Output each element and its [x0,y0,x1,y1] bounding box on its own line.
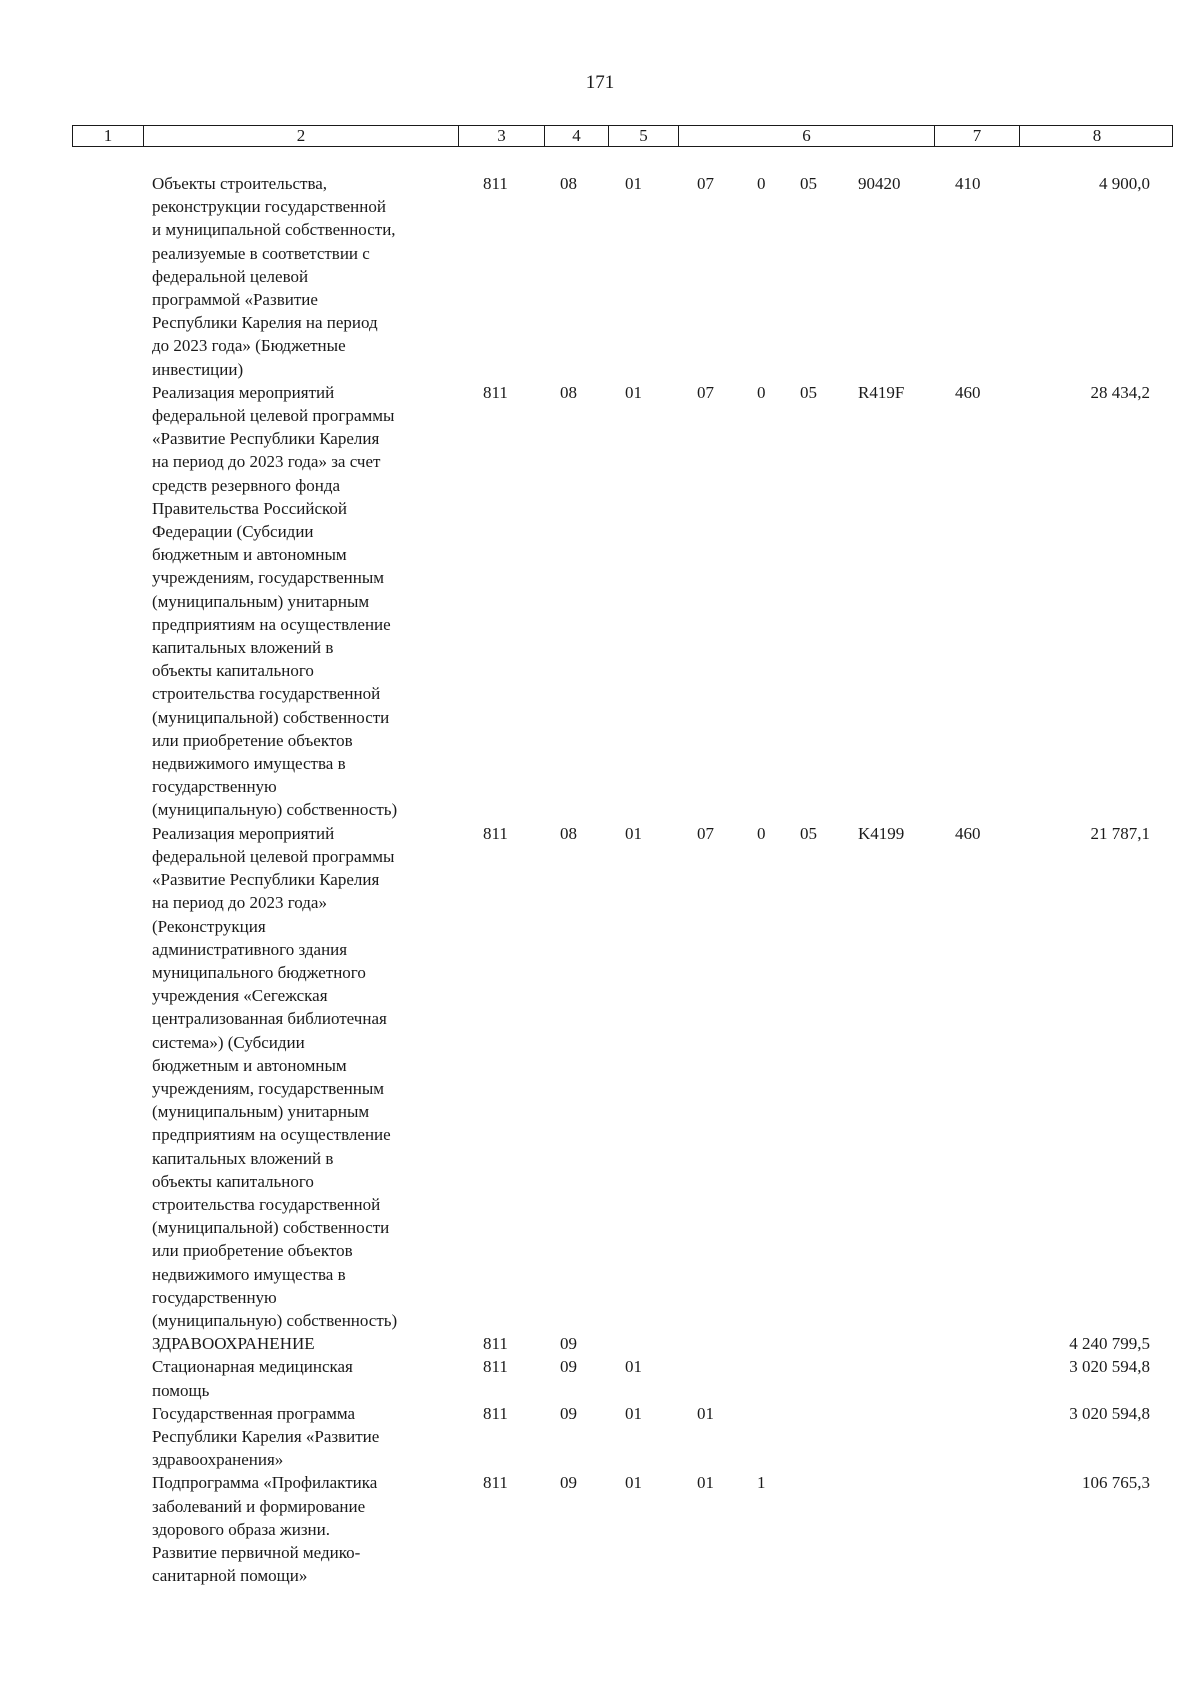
table-row [0,822,1200,1332]
code-section: 09 [560,1473,577,1493]
code-subsection: 01 [625,1473,642,1493]
table-row [0,1471,1200,1587]
code-ministry: 811 [483,1473,508,1493]
code-ministry: 811 [483,823,508,843]
code-subsection: 01 [625,823,642,843]
code-expense-type: 460 [955,382,981,402]
row-amount: 3 020 594,8 [1069,1403,1150,1423]
code-direction: K4199 [858,823,905,843]
table-body [0,172,1200,1587]
row-amount: 4 900,0 [1099,174,1150,193]
code-subsection: 01 [625,1357,642,1377]
header-col-3: 3 [458,126,544,146]
table-row [0,381,1200,822]
code-ministry: 811 [483,382,508,402]
row-description: Реализация мероприятий федеральной целевой программы «Развитие Республики Карелия на период до 2023 года» за счет средств резервного фонда Правительства Российской Федерации (Субсидии бюджетным и автономным учреждениям, государственным (муниципальным) унитарным предприятиям на осуществление капитальных вложений в объекты капитального строительства государственной (муниципальной) собственности или приобретение объектов недвижимого имущества в государственную (муниципальную) собственность) [152,382,398,820]
code-program: 07 [697,174,714,193]
header-col-1: 1 [103,126,113,145]
code-section: 08 [560,823,577,843]
code-activity: 05 [800,174,817,193]
code-program: 07 [697,382,714,402]
code-section: 09 [560,1357,577,1377]
code-expense-type: 410 [955,174,981,193]
code-section: 09 [560,1403,577,1423]
table-row [0,1332,1200,1355]
table-row [0,1355,1200,1401]
code-ministry: 811 [483,174,508,193]
code-program: 01 [697,1473,714,1493]
header-col-4: 4 [544,126,608,146]
code-subsection: 01 [625,174,642,193]
code-ministry: 811 [483,1357,508,1377]
header-col-5: 5 [608,126,678,146]
code-ministry: 811 [483,1403,508,1423]
code-direction: 90420 [858,174,901,193]
row-amount: 4 240 799,5 [1069,1334,1150,1354]
row-description: Реализация мероприятий федеральной целевой программы «Развитие Республики Карелия на период до 2023 года» (Реконструкция административного здания муниципального бюджетного учреждения «Сегежская централизованная библиотечная система») (Субсидии бюджетным и автономным учреждениям, государственным (муниципальным) унитарным предприятиям на осуществление капитальных вложений в объекты капитального строительства государственной (муниципальной) собственности или приобретение объектов недвижимого имущества в государственную (муниципальную) собственность) [152,823,398,1330]
code-program: 07 [697,823,714,843]
header-col-2: 2 [143,126,458,146]
code-expense-type: 460 [955,823,981,843]
table-header [72,125,1173,147]
code-subprogram: 0 [757,382,766,402]
code-activity: 05 [800,823,817,843]
row-description: Объекты строительства, реконструкции государственной и муниципальной собственности, реализуемые в соответствии с федеральной целевой программой «Развитие Республики Карелия на период до 2023 года» (Бюджетные инвестиции) [152,174,396,379]
code-ministry: 811 [483,1334,508,1354]
table-row [0,1402,1200,1472]
code-activity: 05 [800,382,817,402]
row-description: ЗДРАВООХРАНЕНИЕ [152,1334,315,1354]
code-section: 08 [560,174,577,193]
code-program: 01 [697,1403,714,1423]
table-row [0,172,1200,381]
header-col-7: 7 [934,126,1019,146]
row-amount: 21 787,1 [1090,823,1150,843]
row-amount: 3 020 594,8 [1069,1357,1150,1377]
row-description: Подпрограмма «Профилактика заболеваний и формирование здорового образа жизни. Развитие первичной медико- санитарной помощи» [152,1473,378,1586]
header-col-8: 8 [1019,126,1174,146]
code-subprogram: 0 [757,823,766,843]
row-amount: 106 765,3 [1082,1473,1150,1493]
code-subprogram: 0 [757,174,766,193]
code-subprogram: 1 [757,1473,766,1493]
code-subsection: 01 [625,1403,642,1423]
row-description: Государственная программа Республики Карелия «Развитие здравоохранения» [152,1403,380,1470]
code-subsection: 01 [625,382,642,402]
row-description: Стационарная медицинская помощь [152,1357,353,1400]
code-direction: R419F [858,382,905,402]
code-section: 09 [560,1334,577,1354]
page-number: 171 [585,72,615,93]
header-col-6: 6 [678,126,934,146]
code-section: 08 [560,382,577,402]
row-amount: 28 434,2 [1090,382,1150,402]
